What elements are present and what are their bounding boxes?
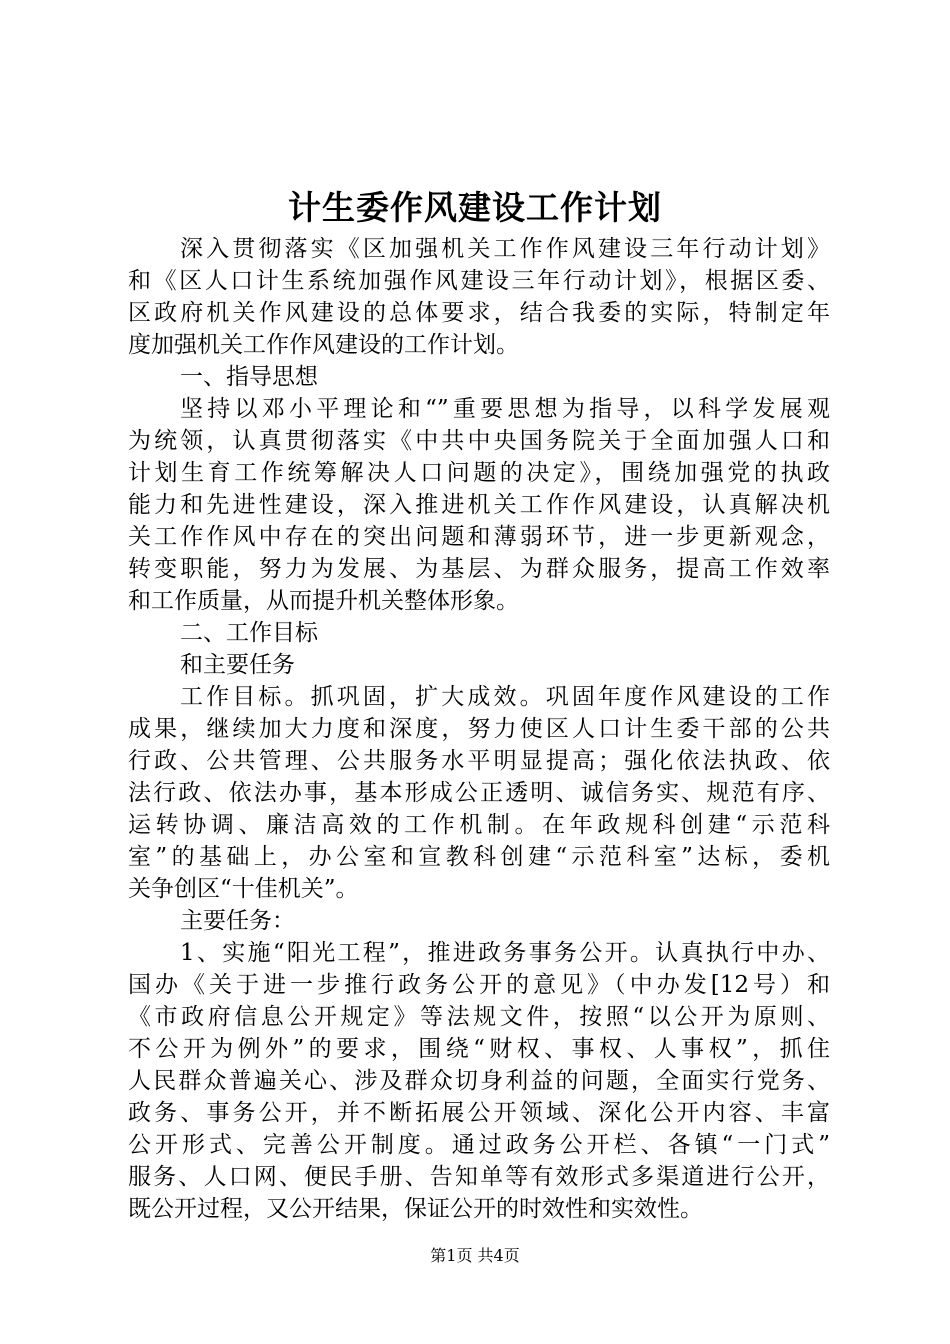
text-line: 工作目标。抓巩固，扩大成效。巩固年度作风建设的工作 — [180, 684, 830, 710]
document-title: 计生委作风建设工作计划 — [288, 188, 662, 227]
text-line: 人民群众普遍关心、涉及群众切身利益的问题，全面实行党务、 — [128, 1068, 830, 1094]
text-line: 转变职能，努力为发展、为基层、为群众服务，提高工作效率 — [128, 556, 830, 582]
text-line: 深入贯彻落实《区加强机关工作作风建设三年行动计划》 — [180, 236, 830, 262]
text-line: 一、指导思想 — [180, 364, 318, 390]
text-line: 《市政府信息公开规定》等法规文件，按照“以公开为原则、 — [128, 1004, 830, 1030]
text-line: 二、工作目标 — [180, 620, 318, 646]
text-line: 成果，继续加大力度和深度，努力使区人口计生委干部的公共 — [128, 716, 830, 742]
text-line: 度加强机关工作作风建设的工作计划。 — [128, 332, 519, 358]
text-line: 和工作质量，从而提升机关整体形象。 — [128, 588, 519, 614]
text-line: 政务、事务公开，并不断拓展公开领域、深化公开内容、丰富 — [128, 1100, 830, 1126]
text-line: 关争创区“十佳机关”。 — [128, 876, 359, 902]
text-line: 关工作作风中存在的突出问题和薄弱环节，进一步更新观念， — [128, 524, 830, 550]
text-line: 服务、人口网、便民手册、告知单等有效形式多渠道进行公开， — [128, 1164, 830, 1190]
text-line: 区政府机关作风建设的总体要求，结合我委的实际，特制定年 — [128, 300, 830, 326]
text-line: 室”的基础上，办公室和宣教科创建“示范科室”达标，委机 — [128, 844, 830, 870]
text-line: 主要任务： — [180, 908, 295, 934]
text-line: 运转协调、廉洁高效的工作机制。在年政规科创建“示范科 — [128, 812, 830, 838]
text-line: 不公开为例外”的要求，围绕“财权、事权、人事权”，抓住 — [128, 1036, 830, 1062]
text-line: 1、实施“阳光工程”，推进政务事务公开。认真执行中办、 — [180, 940, 830, 966]
text-line: 公开形式、完善公开制度。通过政务公开栏、各镇“一门式” — [128, 1132, 830, 1158]
text-line: 计划生育工作统筹解决人口问题的决定》，围绕加强党的执政 — [128, 460, 830, 486]
text-line: 既公开过程，又公开结果，保证公开的时效性和实效性。 — [128, 1196, 703, 1222]
text-line: 能力和先进性建设，深入推进机关工作作风建设，认真解决机 — [128, 492, 830, 518]
text-line: 坚持以邓小平理论和“”重要思想为指导，以科学发展观 — [180, 396, 830, 422]
text-line: 行政、公共管理、公共服务水平明显提高；强化依法执政、依 — [128, 748, 830, 774]
document-body — [128, 233, 830, 1225]
text-line: 和《区人口计生系统加强作风建设三年行动计划》，根据区委、 — [128, 268, 830, 294]
page-indicator: 第1页 共4页 — [430, 1246, 520, 1265]
text-line: 为统领，认真贯彻落实《中共中央国务院关于全面加强人口和 — [128, 428, 830, 454]
text-line: 国办《关于进一步推行政务公开的意见》（中办发[12号）和 — [128, 972, 830, 998]
text-line: 和主要任务 — [180, 652, 295, 678]
text-line: 法行政、依法办事，基本形成公正透明、诚信务实、规范有序、 — [128, 780, 830, 806]
